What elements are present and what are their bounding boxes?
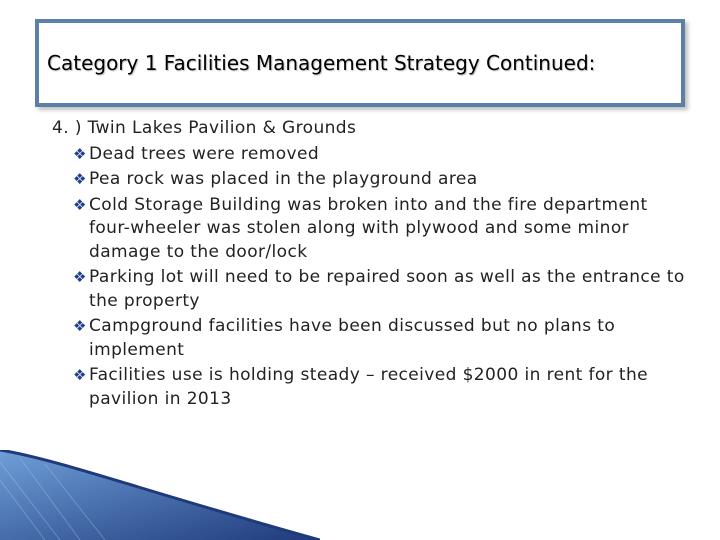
decorative-swoosh — [0, 450, 320, 540]
bullet-item — [73, 315, 692, 362]
title-box — [35, 19, 685, 107]
bullet-item — [73, 143, 692, 167]
slide-body — [52, 117, 692, 413]
diamond-bullet-icon: ❖ — [73, 268, 87, 286]
bullet-item — [73, 266, 692, 313]
bullet-list — [52, 143, 692, 412]
section-heading: 4. ) Twin Lakes Pavilion & Grounds — [52, 118, 357, 138]
slide-title: Category 1 Facilities Management Strategy Continued: — [47, 51, 596, 75]
diamond-bullet-icon: ❖ — [73, 366, 87, 384]
bullet-text: Dead trees were removed — [89, 143, 320, 164]
diamond-bullet-icon: ❖ — [73, 317, 87, 335]
diamond-bullet-icon: ❖ — [73, 144, 87, 163]
bullet-text: Parking lot will need to be repaired soon as well as the entrance to the property — [89, 267, 685, 311]
bullet-text: Campground facilities have been discussed but no plans to implement — [89, 316, 616, 360]
diamond-bullet-icon: ❖ — [73, 170, 87, 188]
bullet-text: Pea rock was placed in the playground area — [89, 169, 478, 189]
diamond-bullet-icon: ❖ — [73, 195, 87, 214]
bullet-item — [73, 364, 692, 411]
bullet-item — [73, 168, 692, 192]
bullet-text: Facilities use is holding steady – received $2000 in rent for the pavilion in 2013 — [89, 365, 648, 409]
bullet-text: Cold Storage Building was broken into and the fire department four-wheeler was stolen along with plywood and some minor damage to the door/lock — [89, 194, 648, 262]
bullet-item — [73, 194, 692, 265]
